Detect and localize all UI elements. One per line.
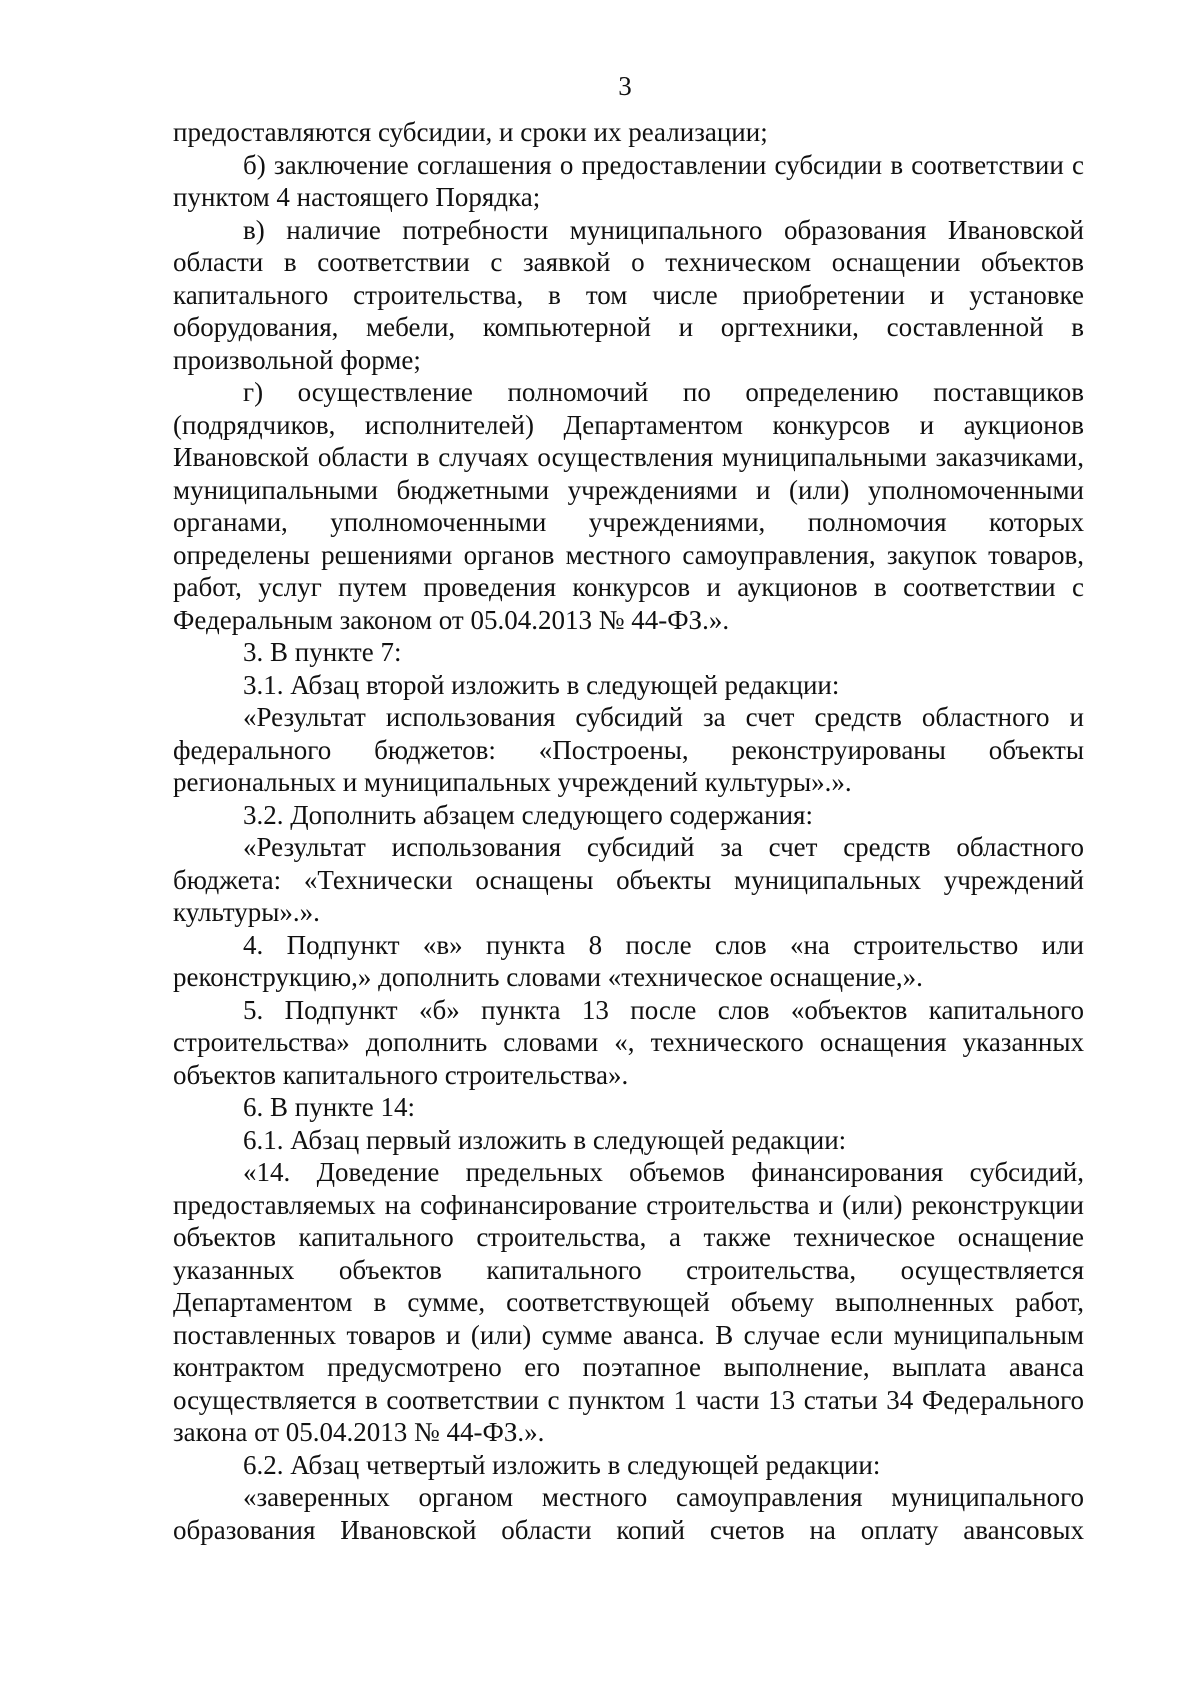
- paragraph: 5. Подпункт «б» пункта 13 после слов «объектов капитального строительства» дополнить словами «, технического оснащения указанных объектов капитального строительства».: [173, 994, 1084, 1090]
- paragraph: «Результат использования субсидий за счет средств областного бюджета: «Технически оснащены объекты муниципальных учреждений культуры».».: [173, 832, 1084, 927]
- paragraph: «заверенных органом местного самоуправления муниципального образования Ивановской области копий счетов на оплату авансовых: [173, 1482, 1084, 1545]
- paragraph: 6.1. Абзац первый изложить в следующей редакции:: [243, 1124, 847, 1155]
- paragraph: «14. Доведение предельных объемов финансирования субсидий, предоставляемых на софинансирование строительства и (или) реконструкции объектов капитального строительства, а также техническое оснащение указанных объектов капитального строительства, осуществляется Департаментом в сумме, соответствующей объему выполненных работ, поставленных товаров и (или) сумме аванса. В случае если муниципальным контрактом предусмотрено его поэтапное выполнение, выплата аванса осуществляется в соответствии с пунктом 1 части 13 статьи 34 Федерального закона от 05.04.2013 № 44-ФЗ.».: [173, 1157, 1084, 1447]
- paragraph: б) заключение соглашения о предоставлении субсидии в соответствии с пунктом 4 настоящего Порядка;: [173, 149, 1084, 212]
- paragraph: 3.2. Дополнить абзацем следующего содержания:: [243, 799, 813, 830]
- paragraph: в) наличие потребности муниципального образования Ивановской области в соответствии с заявкой о техническом оснащении объектов капитального строительства, в том числе приобретении и установке оборудования, мебели, компьютерной и оргтехники, составленной в произвольной форме;: [173, 214, 1084, 375]
- paragraph: 6. В пункте 14:: [243, 1092, 415, 1122]
- paragraph: предоставляются субсидии, и сроки их реализации;: [173, 117, 768, 147]
- paragraph: 3.1. Абзац второй изложить в следующей редакции:: [243, 669, 840, 700]
- paragraph: г) осуществление полномочий по определению поставщиков (подрядчиков, исполнителей) Департаментом конкурсов и аукционов Ивановской области в случаях осуществления муниципальными заказчиками, муниципальными бюджетными учреждениями и (или) уполномоченными органами, уполномоченными учреждениями, полномочия которых определены решениями органов местного самоуправления, закупок товаров, работ, услуг путем проведения конкурсов и аукционов в соответствии с Федеральным законом от 05.04.2013 № 44-ФЗ.».: [173, 377, 1084, 635]
- paragraph: «Результат использования субсидий за счет средств областного и федерального бюджетов: «Построены, реконструированы объекты региональных и муниципальных учреждений культуры».».: [173, 702, 1084, 797]
- paragraph: 4. Подпункт «в» пункта 8 после слов «на строительство или реконструкцию,» дополнить словами «техническое оснащение,».: [173, 929, 1084, 992]
- paragraph: 3. В пункте 7:: [243, 637, 402, 667]
- page-number: 3: [618, 71, 632, 101]
- document-body: [173, 116, 1084, 1546]
- paragraph: 6.2. Абзац четвертый изложить в следующей редакции:: [243, 1449, 881, 1480]
